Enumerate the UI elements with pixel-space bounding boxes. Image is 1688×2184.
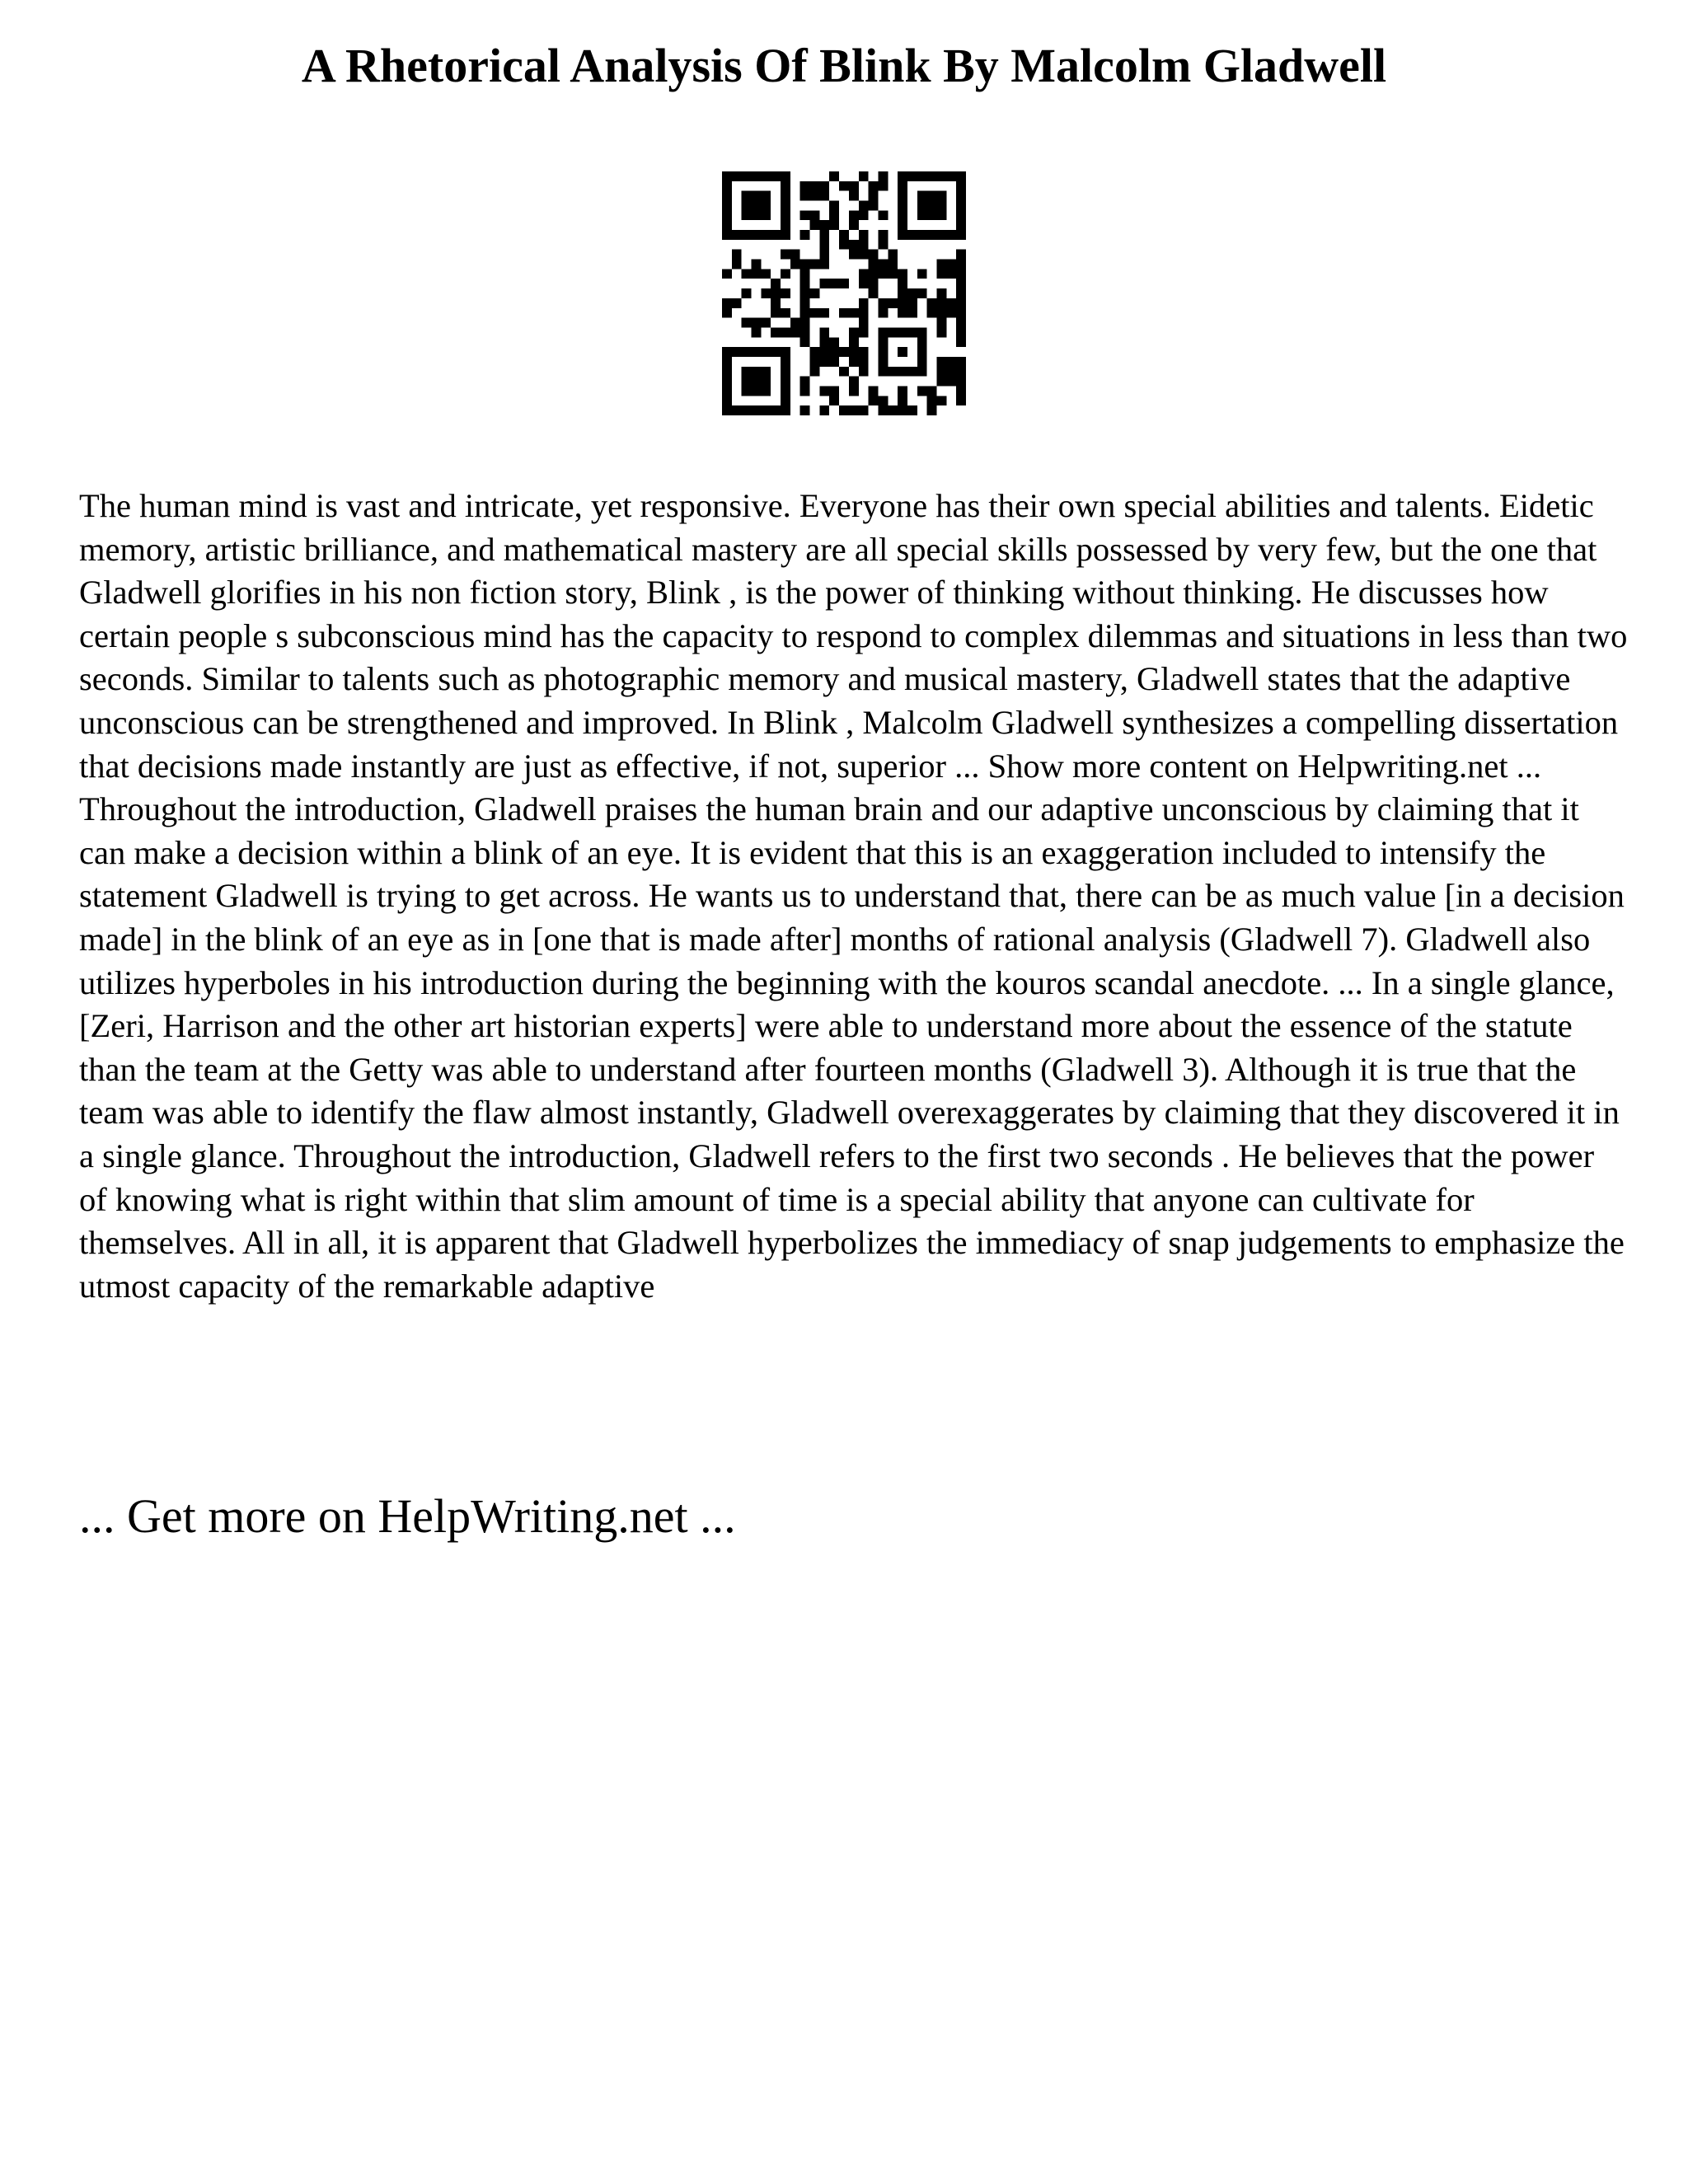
- get-more-link[interactable]: ... Get more on HelpWriting.net ...: [79, 1489, 736, 1543]
- qr-code-image[interactable]: [722, 171, 966, 415]
- qr-code-graphic: [722, 171, 966, 415]
- body-paragraph-2: Throughout the introduction, Gladwell praises the human brain and our adaptive unconscious by claiming that it can make a decision within a blink of an eye. It is evident that this is an exaggeration included to intensify the statement Gladwell is trying to get across. He wants us to understand that, there can be as much value [in a decision made] in the blink of an eye as in [one that is made after] months of rational analysis (Gladwell 7). Gladwell also utilizes hyperboles in his introduction during the beginning with the kouros scandal anecdote. ... In a single glance, [Zeri, Harrison and the other art historian experts] were able to understand more about the essence of the statute than the team at the Getty was able to understand after fourteen months (Gladwell 3). Although it is true that the team was able to identify the flaw almost instantly, Gladwell overexaggerates by claiming that they discovered it in a single glance. Throughout the introduction, Gladwell refers to the first two seconds . He believes that the power of knowing what is right within that slim amount of time is a special ability that anyone can cultivate for themselves. All in all, it is apparent that Gladwell hyperbolizes the immediacy of snap judgements to emphasize the utmost capacity of the remarkable adaptive: [79, 790, 1625, 1305]
- document-body: [79, 485, 1629, 1308]
- body-paragraph-1: The human mind is vast and intricate, yet responsive. Everyone has their own special abilities and talents. Eidetic memory, artistic brilliance, and mathematical mastery are all special skills possessed by very few, but the one that Gladwell glorifies in his non fiction story, Blink , is the power of thinking without thinking. He discusses how certain people s subconscious mind has the capacity to respond to complex dilemmas and situations in less than two seconds. Similar to talents such as photographic memory and musical mastery, Gladwell states that the adaptive unconscious can be strengthened and improved. In Blink , Malcolm Gladwell synthesizes a compelling dissertation that decisions made instantly are just as effective, if not, superior ... Show more content on Helpwriting.net ...: [79, 487, 1628, 785]
- document-title: A Rhetorical Analysis Of Blink By Malcolm Gladwell: [301, 39, 1387, 92]
